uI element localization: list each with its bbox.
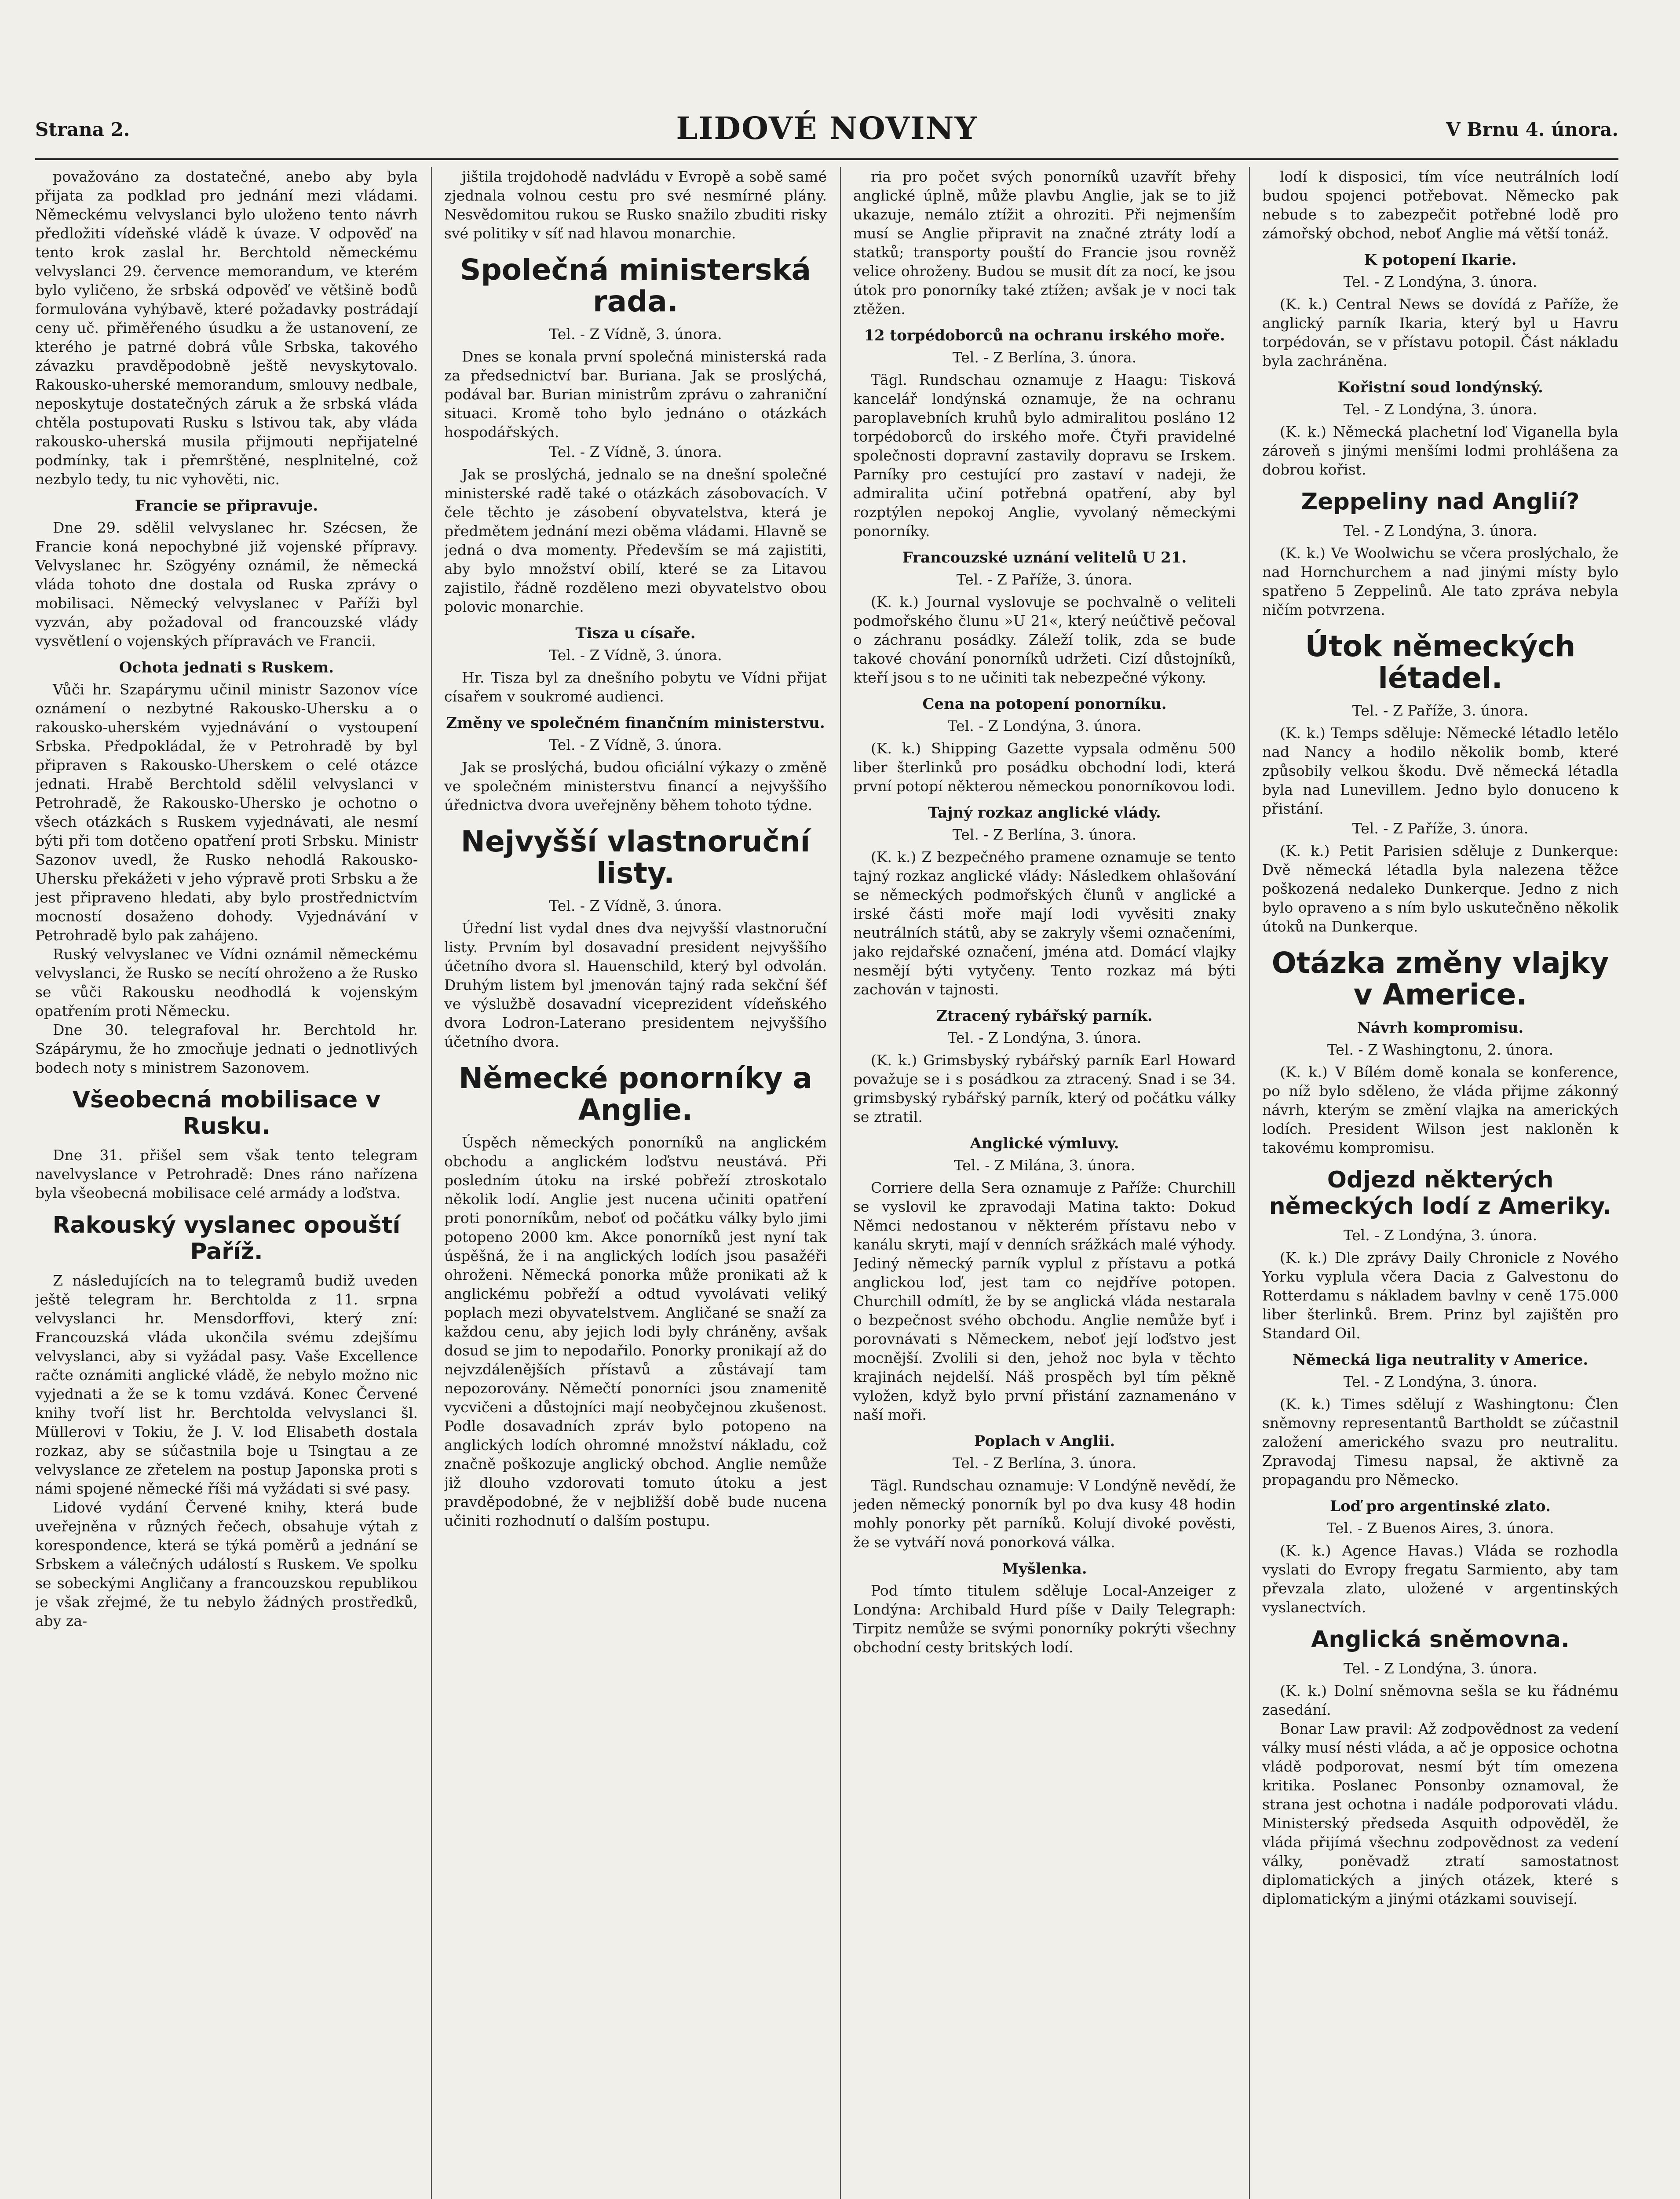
article-paragraph: (K. k.) Německá plachetní loď Viganella byla zároveň s jinými menšími lodmi prohlášena za dobrou kořist. — [1262, 423, 1618, 478]
column-1 — [35, 167, 418, 2199]
article-paragraph: Hr. Tisza byl za dnešního pobytu ve Vídni přijat císařem v soukromé audienci. — [444, 669, 827, 705]
dateline: Tel. - Z Londýna, 3. února. — [1343, 1227, 1538, 1244]
article-paragraph: (K. k.) Shipping Gazette vypsala odměnu 500 liber šterlinků pro posádku obchodní lodi, která první potopí některou německou ponorníkovou lodi. — [853, 740, 1236, 795]
article-paragraph: Dne 30. telegrafoval hr. Berchtold hr. Szápárymu, že ho zmocňuje jednati o jednotlivých bodech noty s ministrem Sazonovem. — [35, 1021, 418, 1076]
section-heading: Změny ve společném finančním ministerstvu. — [446, 714, 825, 732]
dateline: Tel. - Z Vídně, 3. února. — [549, 897, 722, 914]
dateline: Tel. - Z Vídně, 3. února. — [549, 647, 722, 664]
article-paragraph: Úspěch německých ponorníků na anglickém obchodu a anglickém loďstvu neustává. Při posledním útoku na irské pobřeží ztroskotalo několik lodí. Anglie jest nucena učiniti opatření proti ponorníkům, neboť od počátku války bylo jimi potopeno 2000 km. Akce ponorníků jest nyní tak úspěšná, že i na anglických lodích jsou pasažéři ohroženi. Německá ponorka může pronikati až k anglickému pobřeží a odtud vyvolávati veliký poplach mezi obyvatelstvem. Angličané se snaží za každou cenu, aby jejich lodi byly chráněny, avšak dosud se jim to nepodařilo. Ponorky pronikají až do nejvzdálenějších přístavů a zůstávají tam nepozorovány. Němečtí ponorníci jsou znamenitě vycvičeni a důstojníci mají neobyčejnou zkušenost. Podle dosavadních zpráv bylo potopeno na anglických lodích ohromné množství nákladu, což značně poškozuje anglický obchod. Anglie nemůže již dlouho vzdorovati tomuto útoku a jest pravděpodobné, že v nejbližší době bude nucena učiniti rozhodnutí o dalším postupu. — [444, 1134, 827, 1529]
article-paragraph: Pod tímto titulem sděluje Local-Anzeiger z Londýna: Archibald Hurd píše v Daily Telegraph: Tirpitz nemůže se svými ponorníky pokrýti všechny obchodní cesty britských lodí. — [853, 1582, 1236, 1656]
dateline: Tel. - Z Londýna, 3. února. — [1343, 1373, 1538, 1390]
section-heading: Francouzské uznání velitelů U 21. — [902, 549, 1187, 566]
headline: Rakouský vyslanec opouští Paříž. — [52, 1212, 401, 1265]
column-2 — [444, 167, 827, 2199]
article-paragraph: jištila trojdohodě nadvládu v Evropě a sobě samé zjednala volnou cestu pro své nesmírné plány. Nesvědomitou rukou se Rusko snažilo zbuditi risky své politiky v síť nad hlavou monarchie. — [444, 168, 827, 242]
article-paragraph: (K. k.) Z bezpečného pramene oznamuje se tento tajný rozkaz anglické vlády: Následkem ohlašování se německých podmořských člunů v anglické a irské části moře mají lodi vyvěsiti znaky neutrálních států, aby se zakryly všemi označeními, jako rejdařské označení, jména atd. Domácí vlajky nesmějí býti vytyčeny. Tento rozkaz má býti zachován v tajnosti. — [853, 848, 1236, 998]
headline: Otázka změny vlajky v Americe. — [1271, 946, 1609, 1012]
section-heading: Tisza u císaře. — [575, 625, 696, 642]
article-paragraph: Jak se proslýchá, jednalo se na dnešní společné ministerské radě také o otázkách zásobovacích. V čele těchto je zásobení obyvatelstva, která je předmětem jednání mezi oběma vládami. Hlavně se jedná o dva momenty. Především se má zajistiti, aby bylo množství obilí, které se za Litavou zajistilo, řádně rozděleno mezi obyvatelstvo obou polovic monarchie. — [444, 466, 827, 615]
section-heading: Poplach v Anglii. — [974, 1432, 1115, 1450]
column-divider — [840, 167, 841, 2199]
article-paragraph: (K. k.) Times sdělují z Washingtonu: Člen sněmovny representantů Bartholdt se zúčastnil založení amerického svazu pro neutralitu. Zpravodaj Timesu napsal, že aktivně za propagandu pro Německo. — [1262, 1395, 1618, 1488]
article-paragraph: Ruský velvyslanec ve Vídni oznámil německému velvyslanci, že Rusko se necítí ohroženo a že Rusko se vůči Rakousku neodhodlá k vojenským opatřením proti Německu. — [35, 946, 418, 1019]
dateline: Tel. - Z Washingtonu, 2. února. — [1327, 1041, 1554, 1058]
article-paragraph: (K. k.) Petit Parisien sděluje z Dunkerque: Dvě německá létadla byla nalezena těžce poškozená nedaleko Dunkerque. Jedno z nich bylo opraveno a s ním bylo uskutečněno několik útoků na Dunkerque. — [1262, 842, 1618, 935]
section-heading: K potopení Ikarie. — [1364, 251, 1517, 269]
article-paragraph: Corriere della Sera oznamuje z Paříže: Churchill se vyslovil ke zpravodaji Matina takto: Dokud Němci nedostanou v některém přístavu nebo v kanálu skryti, mají v denních srážkách malé výhody. Jediný německý parník vyplul z přístavu a potká anglickou loď, jest tam co nejdříve potopen. Churchill odmítl, že by se anglická vláda nestarala o bezpečnost svého obchodu. Anglie nemůže byť i porovnávati s Německem, neboť její loďstvo jest mocnější. Zvolili si den, jehož noc byla v těchto krajinách nejdelší. Náš prospěch byl tím pěkně vyložen, když bylo první přistání zaznamenáno v naší moři. — [853, 1179, 1236, 1423]
section-heading: Návrh kompromisu. — [1357, 1019, 1524, 1037]
article-paragraph: Vůči hr. Szapárymu učinil ministr Sazonov více oznámení o nezbytné Rakousko-Uhersku a o rakousko-uherském vyjednávání o vystoupení Srbska. Předpokládal, že v Petrohradě by byl připraven s Rakousko-Uherskem o celé otázce jednati. Hrabě Berchtold sdělil velvyslanci v Petrohradě, že Rakousko-Uhersko je ochotno o všech otázkách s Ruskem vyjednávati, ale nesmí býti při tom dotčeno opatření proti Srbsku. Ministr Sazonov uvedl, že Rusko nehodlá Rakousko-Uhersku překážeti v jeho výpravě proti Srbsku a že jest připraveno hledati, aby bylo prostřednictvím mocností dosaženo dohody. Vyjednávání v Petrohradě bylo pak zahájeno. — [35, 681, 418, 944]
dateline: Tel. - Z Vídně, 3. února. — [549, 443, 722, 460]
headline: Společná ministerská rada. — [460, 253, 811, 318]
article-paragraph: (K. k.) Temps sděluje: Německé létadlo letělo nad Nancy a hodilo několik bomb, které způsobily velkou škodu. Dvě německá létadla byla nad Lunevillem. Jedno bylo donuceno k přistání. — [1262, 724, 1618, 817]
issue-date: V Brnu 4. února. — [1446, 119, 1618, 140]
headline: Nejvyšší vlastnoruční listy. — [460, 825, 811, 890]
headline: Odjezd některých německých lodí z Ameriky. — [1269, 1167, 1612, 1220]
article-paragraph: Dne 29. sdělil velvyslanec hr. Szécsen, že Francie koná nepochybné již vojenské přípravy. Velvyslanec hr. Szögyény oznámil, že německá vláda tohoto dne dostala od Ruska zprávy o mobilisaci. Německý velvyslanec v Paříži byl vyzván, aby požadoval od francouzské vlády vysvětlení o vojenských přípravách ve Francii. — [35, 519, 418, 650]
article-paragraph: Z následujících na to telegramů budiž uveden ještě telegram hr. Berchtolda z 11. srpna velvyslanci hr. Mensdorffovi, který zní: Francouzská vláda ukončila svému zdejšímu velvyslanci, aby si vyžádal pasy. Vaše Excellence račte oznámiti anglické vládě, že nebylo možno nic vyjednati a že se k tomu vzdává. Konec Červené knihy tvoří list hr. Berchtolda velvyslanci šl. Müllerovi v Tokiu, že J. V. lod Elisabeth dostala rozkaz, aby se súčastnila boje u Tsingtau a ze velvyslance ze zřetelem na postup Japonska proti s námi spojené německé říši má vyžádati si své pasy. — [35, 1272, 418, 1497]
dateline: Tel. - Z Londýna, 3. února. — [1343, 273, 1538, 290]
article-paragraph: (K. k.) Journal vyslovuje se pochvalně o veliteli podmořského člunu »U 21«, který neúčtivě pečoval o záchranu posádky. Záleží tolik, zda se bude takové chování ponorníků udržeti. Cizí důstojníků, kteří jsou s to ne učiniti tak nebezpečné výkony. — [853, 593, 1236, 686]
article-paragraph: Tägl. Rundschau oznamuje: V Londýně nevědí, že jeden německý ponorník byl po dva kusy 48 hodin mohly ponorky pět parníků. Kolují divoké pověsti, že se vytváří nová ponorková válka. — [853, 1477, 1236, 1551]
article-paragraph: (K. k.) Dolní sněmovna sešla se ku řádnému zasedání. — [1262, 1682, 1618, 1718]
article-paragraph: Jak se proslýchá, budou oficiální výkazy o změně ve společném ministerstvu financí a nejvyššího úřednictva dvora uveřejněny během tohoto týdne. — [444, 759, 827, 814]
dateline: Tel. - Z Buenos Aires, 3. února. — [1326, 1520, 1554, 1537]
dateline: Tel. - Z Berlína, 3. února. — [952, 1454, 1137, 1472]
headline: Všeobecná mobilisace v Rusku. — [72, 1087, 381, 1140]
article-paragraph: Dnes se konala první společná ministerská rada za předsednictví bar. Buriana. Jak se proslýchá, podával bar. Burian ministrům zprávu o zahraniční situaci. Kromě toho bylo jednáno o otázkách hospodářských. — [444, 348, 827, 441]
section-heading: Loď pro argentinské zlato. — [1330, 1498, 1551, 1515]
dateline: Tel. - Z Berlína, 3. února. — [952, 826, 1137, 843]
column-divider — [1249, 167, 1250, 2199]
dateline: Tel. - Z Paříže, 3. února. — [1352, 820, 1529, 837]
dateline: Tel. - Z Paříže, 3. února. — [1352, 702, 1529, 719]
dateline: Tel. - Z Milána, 3. února. — [953, 1157, 1136, 1174]
section-heading: Ztracený rybářský parník. — [936, 1007, 1153, 1025]
article-paragraph: Úřední list vydal dnes dva nejvyšší vlastnoruční listy. Prvním byl dosavadní president nejvyššího účetního dvora sl. Hauenschild, který byl odvolán. Druhým listem byl jmenován tajný rada sekční šéf ve výslužbě dosavadní viceprezident vídeňského dvora Lodron-Laterano presidentem nejvyššího účetního dvora. — [444, 920, 827, 1050]
article-paragraph: Dne 31. přišel sem však tento telegram navelvyslance v Petrohradě: Dnes ráno nařízena byla všeobecná mobilisace celé armády a loďstva. — [35, 1147, 418, 1202]
section-heading: Německá liga neutrality v Americe. — [1292, 1351, 1589, 1369]
dateline: Tel. - Z Berlína, 3. února. — [952, 349, 1137, 366]
dateline: Tel. - Z Londýna, 3. února. — [1343, 522, 1538, 539]
section-heading: Ochota jednati s Ruskem. — [119, 659, 334, 676]
section-heading: Myšlenka. — [1002, 1560, 1087, 1578]
article-paragraph: považováno za dostatečné, anebo aby byla přijata za podklad pro jednání mezi vládami. Německému velvyslanci bylo uloženo tento návrh předložiti vídeňské vládě k úvaze. V odpověď na tento krok zaslal hr. Berchtold německému velvyslanci 29. července memorandum, ve kterém bylo vyličeno, že srbská odpověď ve většině bodů formulována vyhýbavě, které požadavky postrádají ceny uč. přiměřeného úsudku a že ustanovení, ze kterého je patrné dobrá vůle Srbska, takového závazku pravděpodobně ještě nevyskytovalo. Rakousko-uherské memorandum, smlouvy nedbale, neposkytuje dostatečných záruk a že srbská vláda chtěla postupovati Rusku s lstivou tak, aby vláda rakousko-uherská musila přijmouti nepřijatelné podmínky, tak i přemrštěné, nesplnitelné, což nezbylo tedy, tu nic vyhověti, nic. — [35, 168, 418, 488]
column-3 — [853, 167, 1236, 2199]
article-paragraph: (K. k.) Dle zprávy Daily Chronicle z Nového Yorku vyplula včera Dacia z Galvestonu do Rotterdamu s nákladem bavlny v ceně 175.000 liber šterlinků. Brem. Prinz byl zajištěn pro Standard Oil. — [1262, 1249, 1618, 1342]
section-heading: Kořistní soud londýnský. — [1337, 379, 1543, 396]
article-paragraph: (K. k.) V Bílém domě konala se konference, po níž bylo sděleno, že vláda přijme zákonný návrh, kterým se změní vlajka na amerických lodích. President Wilson jest nakloněn k takovému kompromisu. — [1262, 1063, 1618, 1156]
dateline: Tel. - Z Londýna, 3. února. — [947, 1029, 1142, 1046]
article-paragraph: (K. k.) Central News se dovídá z Paříže, že anglický parník Ikaria, který byl u Havru torpédován, se v přístavu potopil. Část nákladu byla zachráněna. — [1262, 296, 1618, 369]
dateline: Tel. - Z Londýna, 3. února. — [1343, 1660, 1538, 1677]
dateline: Tel. - Z Vídně, 3. února. — [549, 325, 722, 343]
column-4 — [1262, 167, 1618, 2199]
headline: Německé ponorníky a Anglie. — [458, 1061, 813, 1127]
dateline: Tel. - Z Londýna, 3. února. — [1343, 401, 1538, 418]
dateline: Tel. - Z Vídně, 3. února. — [549, 736, 722, 753]
article-columns — [35, 167, 1618, 2199]
section-heading: Francie se připravuje. — [135, 497, 318, 515]
page-number: Strana 2. — [35, 119, 130, 140]
headline: Anglická sněmovna. — [1311, 1626, 1570, 1653]
article-paragraph: (K. k.) Grimsbyský rybářský parník Earl Howard považuje se i s posádkou za ztracený. Snad i se 34. grimsbyský rybářský parník, který od počátku války se ztratil. — [853, 1052, 1236, 1125]
section-heading: 12 torpédoborců na ochranu irského moře. — [864, 327, 1225, 344]
page-header — [35, 110, 1618, 160]
article-paragraph: lodí k disposici, tím více neutrálních lodí budou spojenci potřebovat. Německo pak nebude s to zabezpečit potřebné lodě pro zámořský obchod, neboť Anglie má větší tonáž. — [1262, 168, 1618, 242]
article-paragraph: Tägl. Rundschau oznamuje z Haagu: Tisková kancelář londýnská oznamuje, že na ochranu paroplavebních kruhů bylo admiralitou posláno 12 torpédoborců do irského moře. Čtyři pravidelné společnosti dopravní zastavily dopravu se Irskem. Parníky pro cestující pro zastaví v nadeji, že admiralita učiní potřebná opatření, aby byl rozptýlen nepokoj Anglie, vyvolaný německými ponorníky. — [853, 371, 1236, 540]
dateline: Tel. - Z Paříže, 3. února. — [956, 571, 1133, 588]
article-paragraph: Lidové vydání Červené knihy, která bude uveřejněna v různých řečech, obsahuje výtah z korespondence, která se týká poměrů a jednání se Srbskem a válečných událostí s Ruskem. Ve spolku se sobeckými Angličany a francouzskou republikou je však zřejmé, že tu nebylo žádných prostředků, aby za- — [35, 1499, 418, 1629]
article-paragraph: (K. k.) Agence Havas.) Vláda se rozhodla vyslati do Evropy fregatu Sarmiento, aby tam převzala zlato, uložené v argentinských vyslanectvích. — [1262, 1542, 1618, 1616]
section-heading: Cena na potopení ponorníku. — [922, 695, 1167, 713]
article-paragraph: ria pro počet svých ponorníků uzavřít břehy anglické úplně, může plavbu Anglie, jak se to již ukazuje, nemálo ztížit a ohroziti. Při nejmenším musí se Anglie připravit na značné ztráty lodí a statků; transporty pouští do Francie jsou rovněž velice ohroženy. Budou se musit dít za nocí, ke jsou útok pro ponorníky také ztížen; avšak je v noci tak ztěžen. — [853, 168, 1236, 318]
section-heading: Tajný rozkaz anglické vlády. — [928, 804, 1161, 822]
article-paragraph: (K. k.) Ve Woolwichu se včera proslýchalo, že nad Hornchurchem a nad jinými místy bylo spatřeno 5 Zeppelinů. Ale tato zpráva nebyla ničím potvrzena. — [1262, 544, 1618, 618]
newspaper-title: LIDOVÉ NOVINY — [676, 110, 978, 146]
article-paragraph: Bonar Law pravil: Až zodpovědnost za vedení války musí nésti vláda, a ač je opposice ochotna vládě podporovat, nesmí být tím omezena kritika. Poslanec Ponsonby oznamoval, že strana jest ochotna i nadále podporovati vládu. Ministerský předseda Asquith odpověděl, že vláda přijímá všechnu zodpovědnost za vedení války, poněvadž ztratí samostatnost diplomatických a jiných otázek, které s diplomatickým a jinými otázkami souvisejí. — [1262, 1720, 1618, 1907]
dateline: Tel. - Z Londýna, 3. února. — [947, 717, 1142, 734]
column-divider — [431, 167, 432, 2199]
section-heading: Anglické výmluvy. — [970, 1135, 1119, 1152]
headline: Zeppeliny nad Anglií? — [1301, 489, 1580, 515]
headline: Útok německých létadel. — [1305, 629, 1576, 695]
